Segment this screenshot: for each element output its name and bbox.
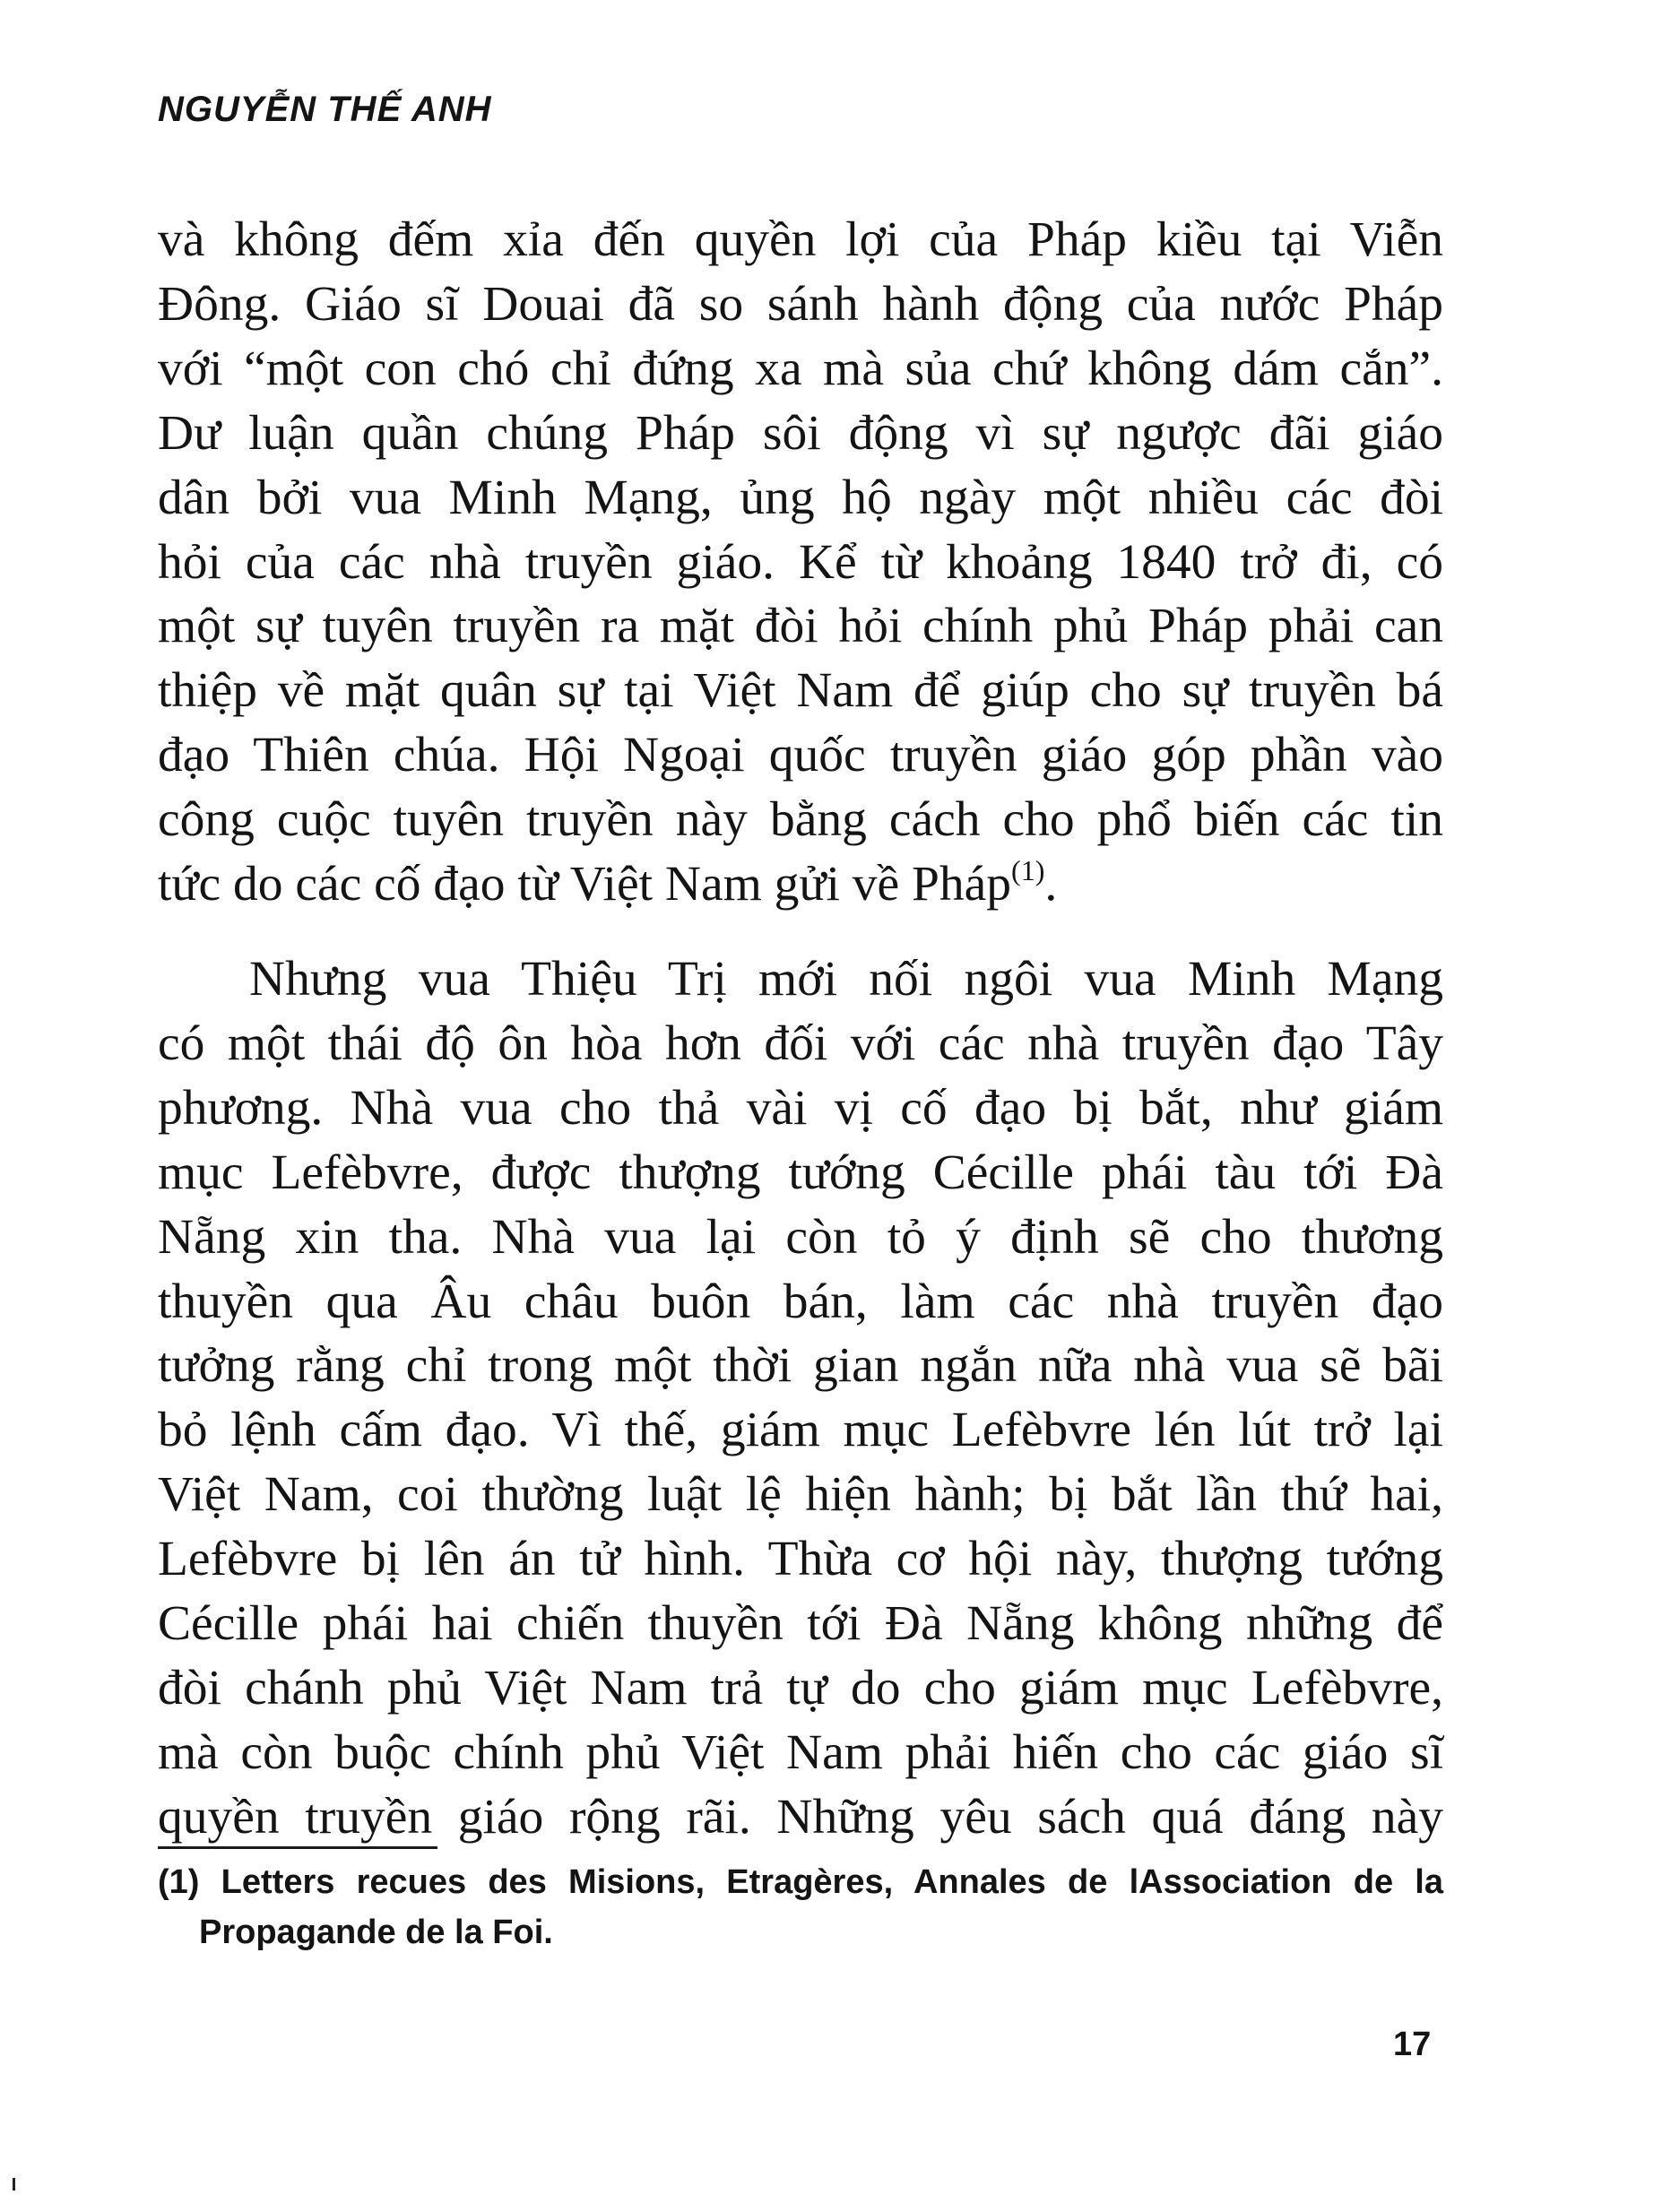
text-line: đạo Thiên chúa. Hội Ngoại quốc truyền giáo góp phần vào bbox=[158, 728, 1443, 783]
footnote-divider bbox=[158, 1846, 437, 1849]
text-line: công cuộc tuyên truyền này bằng cách cho phổ biến các tin bbox=[158, 792, 1443, 848]
text-line: mục Lefèbvre, được thượng tướng Cécille phái tàu tới Đà bbox=[158, 1145, 1443, 1200]
body-text bbox=[158, 208, 1443, 1850]
scan-artifact bbox=[13, 2178, 15, 2190]
text-line: đòi chánh phủ Việt Nam trả tự do cho giám mục Lefèbvre, bbox=[158, 1660, 1443, 1715]
sentence-end: . bbox=[1044, 857, 1058, 912]
text-line: có một thái độ ôn hòa hơn đối với các nhà truyền đạo Tây bbox=[158, 1015, 1443, 1071]
text-line: tức do các cố đạo từ Việt Nam gửi về Pháp bbox=[158, 857, 1012, 912]
footnote bbox=[158, 1857, 1443, 1957]
text-line: tưởng rằng chỉ trong một thời gian ngắn nữa nhà vua sẽ bãi bbox=[158, 1338, 1443, 1394]
text-line: Cécille phái hai chiến thuyền tới Đà Nẵng không những để bbox=[158, 1596, 1443, 1652]
text-line: Việt Nam, coi thường luật lệ hiện hành; bị bắt lần thứ hai, bbox=[158, 1467, 1443, 1523]
text-line: Lefèbvre bị lên án tử hình. Thừa cơ hội này, thượng tướng bbox=[158, 1532, 1443, 1587]
footnote-line: (1) Letters recues des Misions, Etragères, Annales de lAssociation de la bbox=[158, 1863, 1443, 1901]
footnote-reference[interactable]: (1) bbox=[1011, 854, 1045, 887]
text-line: và không đếm xỉa đến quyền lợi của Pháp kiều tại Viễn bbox=[158, 212, 1443, 267]
text-line: bỏ lệnh cấm đạo. Vì thế, giám mục Lefèbvre lén lút trở lại bbox=[158, 1403, 1443, 1458]
paragraph-end-line bbox=[158, 852, 1443, 917]
text-line: thiệp về mặt quân sự tại Việt Nam để giúp cho sự truyền bá bbox=[158, 663, 1443, 719]
text-line: Dư luận quần chúng Pháp sôi động vì sự ngược đãi giáo bbox=[158, 405, 1443, 461]
text-line: phương. Nhà vua cho thả vài vị cố đạo bị bắt, như giám bbox=[158, 1080, 1443, 1136]
page-number: 17 bbox=[1393, 2026, 1432, 2063]
text-line: Nhưng vua Thiệu Trị mới nối ngôi vua Minh Mạng bbox=[249, 951, 1443, 1007]
text-line: mà còn buộc chính phủ Việt Nam phải hiến cho các giáo sĩ bbox=[158, 1724, 1443, 1780]
text-line: quyền truyền giáo rộng rãi. Những yêu sách quá đáng này bbox=[158, 1789, 1443, 1845]
text-line: Đông. Giáo sĩ Douai đã so sánh hành động của nước Pháp bbox=[158, 276, 1443, 332]
text-line: thuyền qua Âu châu buôn bán, làm các nhà truyền đạo bbox=[158, 1274, 1443, 1329]
text-line: một sự tuyên truyền ra mặt đòi hỏi chính phủ Pháp phải can bbox=[158, 599, 1443, 654]
paragraph-gap bbox=[158, 917, 1443, 947]
text-line: dân bởi vua Minh Mạng, ủng hộ ngày một nhiều các đòi bbox=[158, 470, 1443, 525]
text-line: Nẵng xin tha. Nhà vua lại còn tỏ ý định sẽ cho thương bbox=[158, 1209, 1443, 1265]
running-head: NGUYỄN THẾ ANH bbox=[158, 90, 492, 129]
text-line: hỏi của các nhà truyền giáo. Kể từ khoảng 1840 trở đi, có bbox=[158, 534, 1443, 590]
text-line: với “một con chó chỉ đứng xa mà sủa chứ không dám cắn”. bbox=[158, 341, 1443, 396]
footnote-line: Propagande de la Foi. bbox=[199, 1914, 553, 1951]
